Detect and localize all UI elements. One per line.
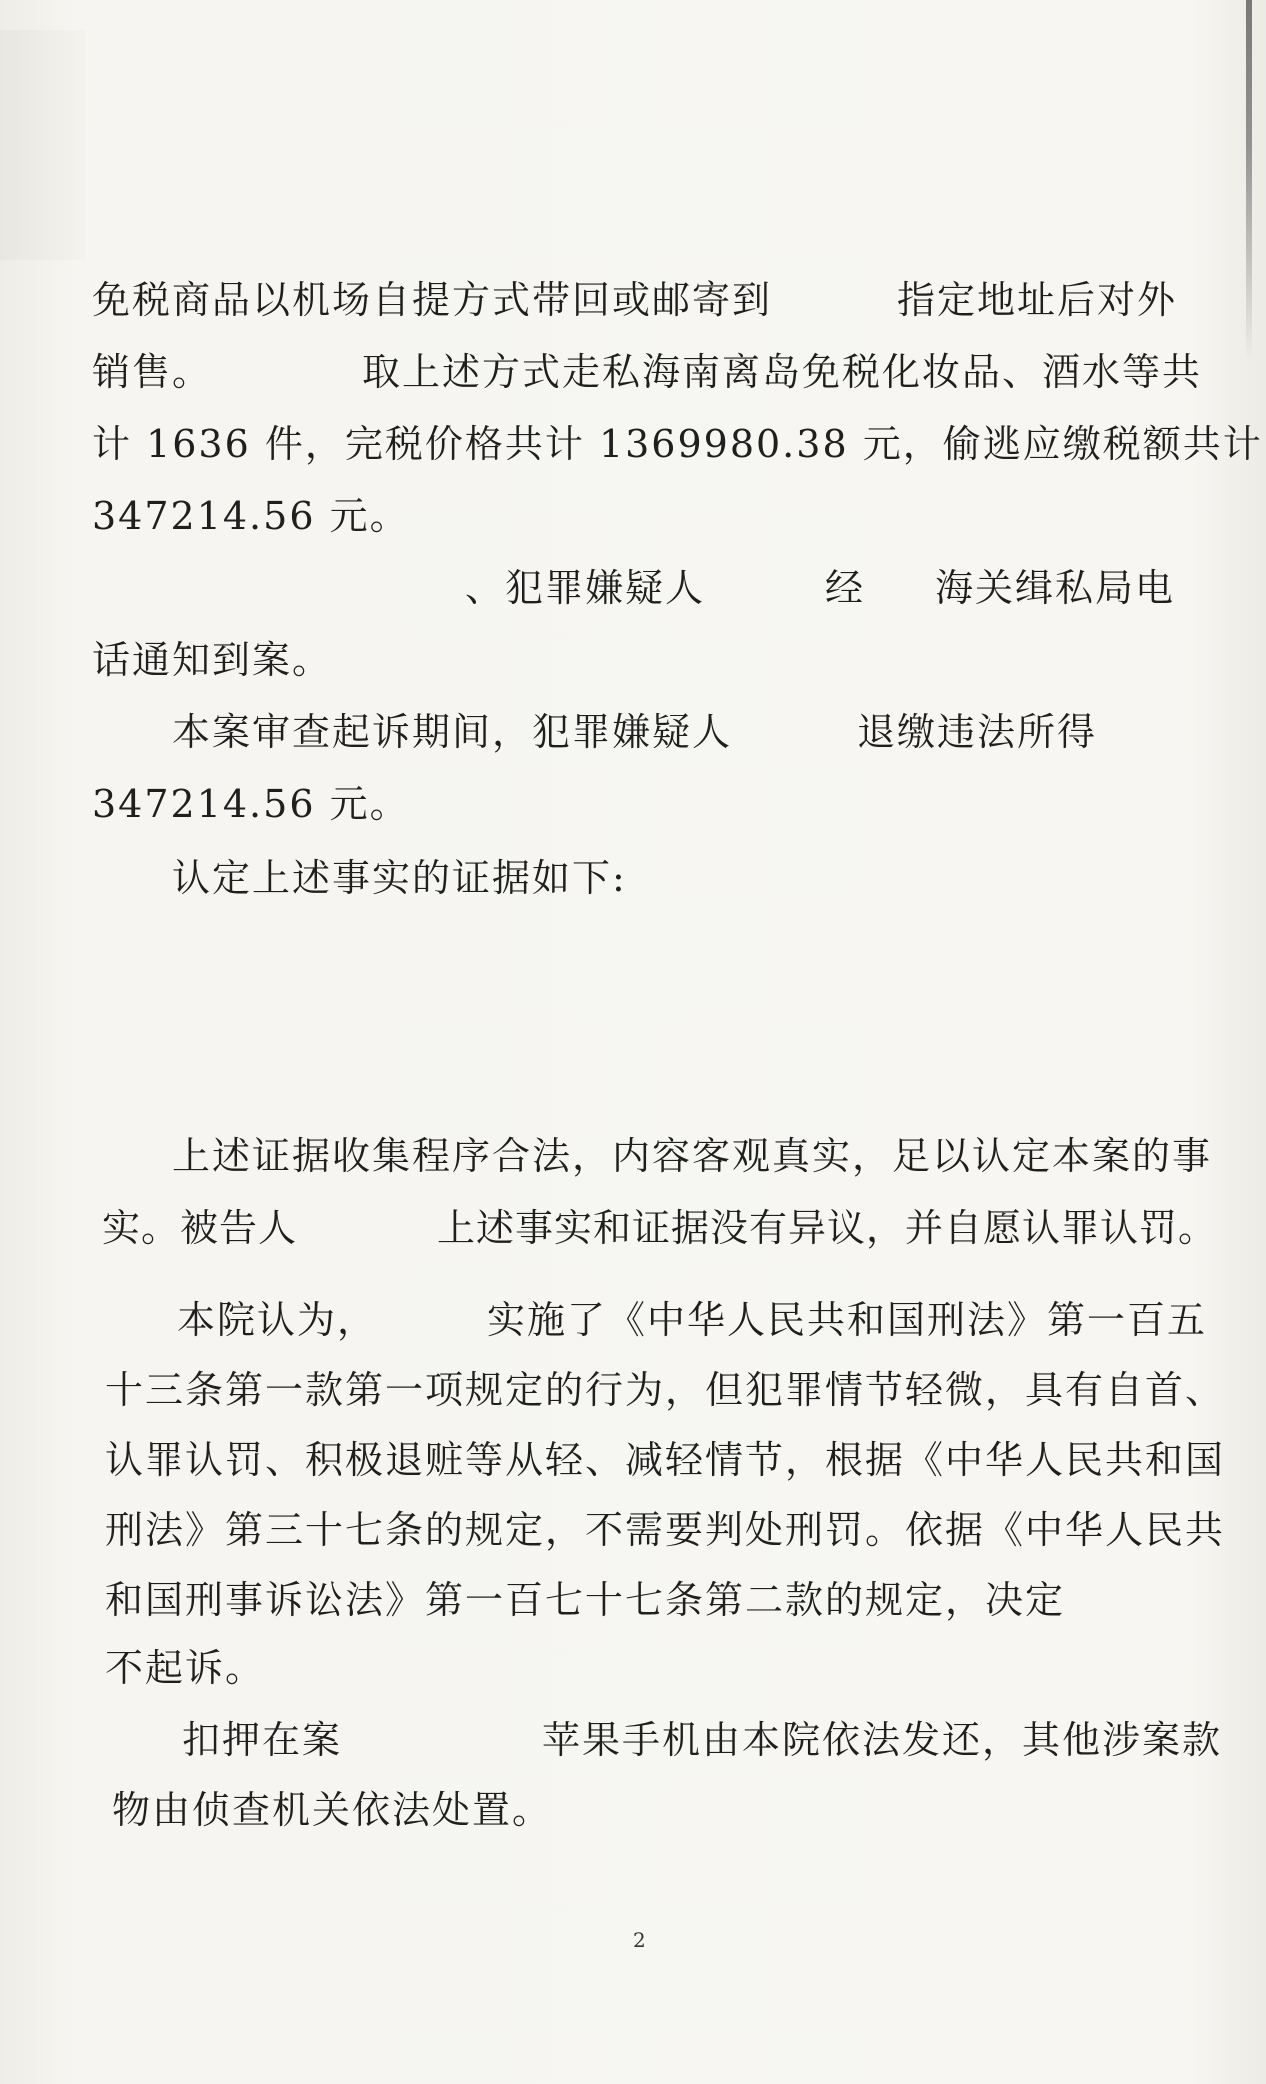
text-line-2 — [92, 350, 1202, 394]
text-line-11 — [102, 1206, 1217, 1250]
text-segment: 物由侦查机关依法处置。 — [112, 1788, 553, 1832]
text-segment: 上述事实和证据没有异议，并自愿认罪认罚。 — [437, 1206, 1218, 1250]
text-segment: 本院认为， — [177, 1298, 378, 1342]
text-line-3 — [92, 422, 1263, 466]
text-segment: 取上述方式走私海南离岛免税化妆品、酒水等共 — [362, 350, 1203, 394]
text-line-16 — [105, 1578, 1065, 1622]
text-line-5 — [465, 566, 1175, 610]
text-line-7 — [172, 710, 1097, 754]
text-line-18 — [182, 1718, 1222, 1762]
text-line-12 — [177, 1298, 1207, 1342]
text-segment: 扣押在案 — [182, 1718, 343, 1762]
text-segment: 免税商品以机场自提方式带回或邮寄到 — [92, 278, 773, 322]
text-segment: 海关缉私局电 — [935, 566, 1176, 610]
text-line-15 — [105, 1508, 1225, 1552]
text-segment: 指定地址后对外 — [897, 278, 1178, 322]
page-number: 2 — [633, 1928, 646, 1952]
text-segment: 实施了《中华人民共和国刑法》第一百五 — [487, 1298, 1208, 1342]
scan-artifact-right-edge — [1246, 0, 1252, 360]
text-segment: 刑法》第三十七条的规定，不需要判处刑罚。依据《中华人民共 — [105, 1508, 1226, 1552]
text-segment: 347214.56 元。 — [92, 494, 410, 538]
text-segment: 计 1636 件，完税价格共计 1369980.38 元，偷逃应缴税额共计 — [92, 422, 1263, 466]
text-segment: 十三条第一款第一项规定的行为，但犯罪情节轻微，具有自首、 — [105, 1368, 1226, 1412]
text-line-13 — [105, 1368, 1225, 1412]
text-line-17 — [105, 1646, 265, 1690]
text-segment: 苹果手机由本院依法发还，其他涉案款 — [542, 1718, 1223, 1762]
text-segment: 347214.56 元。 — [92, 782, 410, 826]
text-line-19 — [112, 1788, 552, 1832]
text-segment: 上述证据收集程序合法，内容客观真实，足以认定本案的事 — [172, 1134, 1213, 1178]
text-segment: 退缴违法所得 — [857, 710, 1098, 754]
text-line-8 — [92, 782, 410, 826]
text-line-1 — [92, 278, 1177, 322]
text-segment: 经 — [825, 566, 866, 610]
text-segment: 销售。 — [92, 350, 213, 394]
text-line-6 — [92, 638, 332, 682]
scan-artifact-top-left — [0, 30, 85, 260]
text-segment: 实。被告人 — [102, 1206, 298, 1250]
text-line-4 — [92, 494, 410, 538]
text-segment: 不起诉。 — [105, 1646, 266, 1690]
text-segment: 认定上述事实的证据如下: — [172, 856, 627, 900]
text-segment: 话通知到案。 — [92, 638, 333, 682]
text-segment: 本案审查起诉期间，犯罪嫌疑人 — [172, 710, 733, 754]
text-segment: 认罪认罚、积极退赃等从轻、减轻情节，根据《中华人民共和国 — [105, 1438, 1226, 1482]
text-segment: 和国刑事诉讼法》第一百七十七条第二款的规定，决定 — [105, 1578, 1066, 1622]
text-line-14 — [105, 1438, 1225, 1482]
text-segment: 、犯罪嫌疑人 — [465, 566, 706, 610]
text-line-9 — [172, 856, 627, 900]
text-line-10 — [172, 1134, 1212, 1178]
